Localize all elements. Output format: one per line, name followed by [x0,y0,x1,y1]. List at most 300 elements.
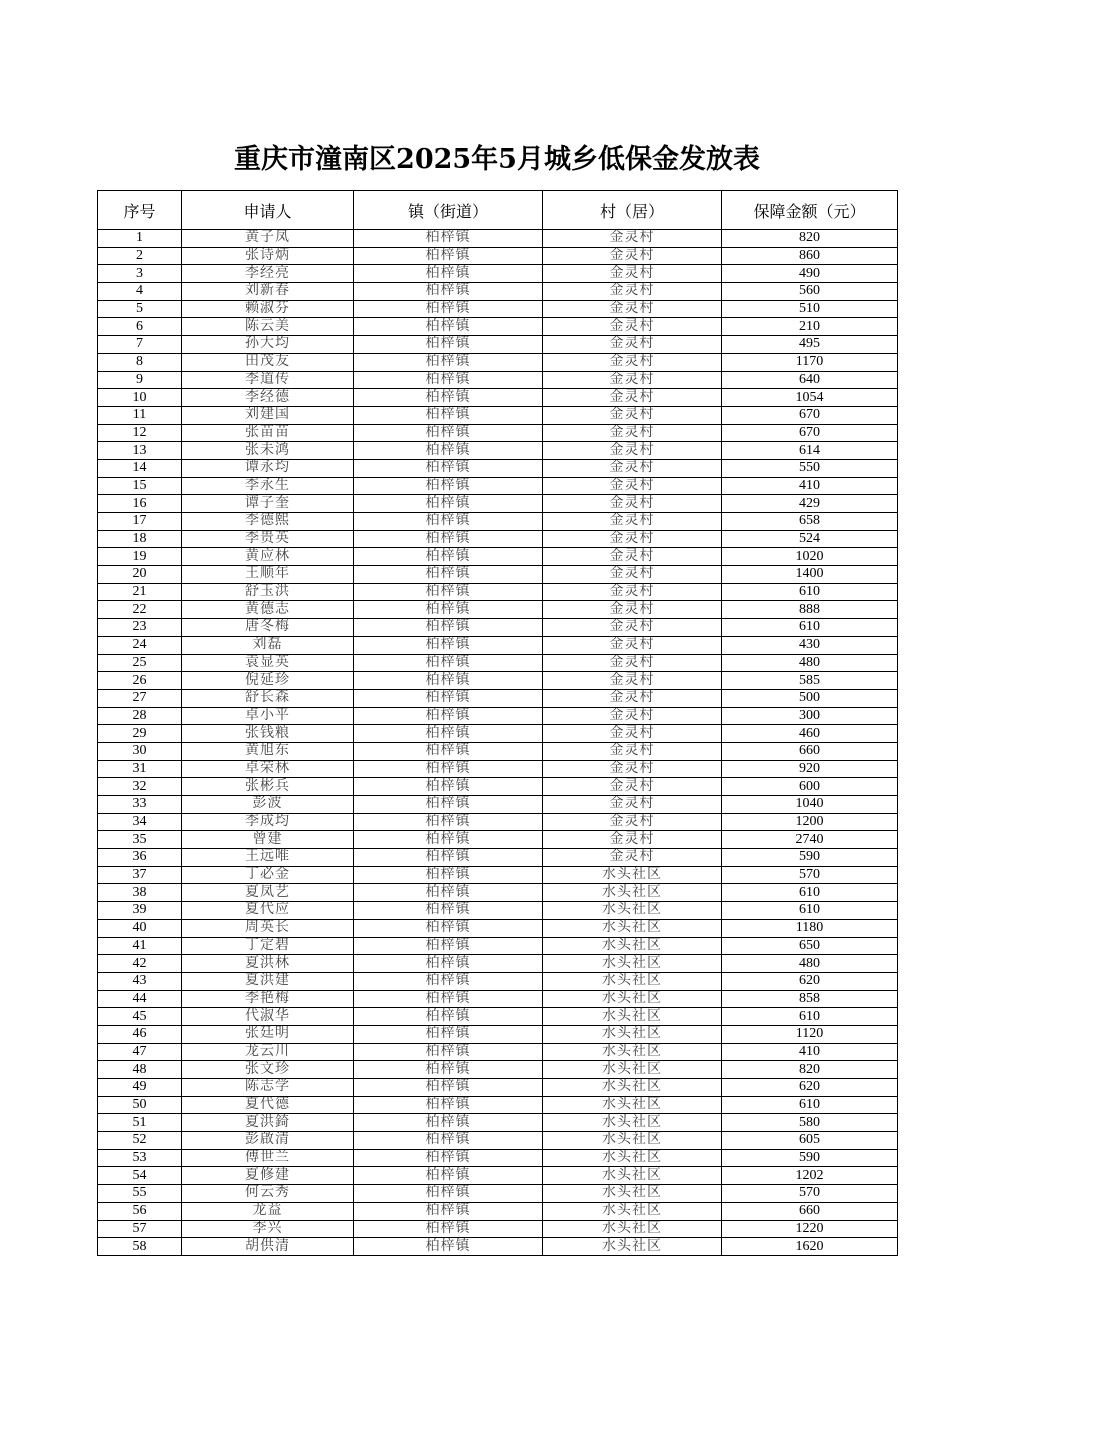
cell-applicant: 李成均 [182,813,354,831]
cell-town: 柏梓镇 [354,1025,543,1043]
table-body [98,230,898,1256]
cell-amount: 920 [722,760,898,778]
cell-applicant: 夏代德 [182,1096,354,1114]
table-row [98,318,898,336]
cell-town: 柏梓镇 [354,919,543,937]
cell-village: 金灵村 [543,849,722,867]
cell-serial-number: 26 [98,672,182,690]
cell-applicant: 曾建 [182,831,354,849]
cell-serial-number: 33 [98,796,182,814]
table-row [98,1061,898,1079]
cell-amount: 300 [722,707,898,725]
cell-applicant: 李兴 [182,1220,354,1238]
cell-town: 柏梓镇 [354,230,543,248]
cell-village: 金灵村 [543,477,722,495]
cell-serial-number: 37 [98,866,182,884]
cell-serial-number: 5 [98,300,182,318]
cell-applicant: 李道传 [182,371,354,389]
cell-town: 柏梓镇 [354,566,543,584]
table-row [98,866,898,884]
cell-town: 柏梓镇 [354,530,543,548]
cell-town: 柏梓镇 [354,601,543,619]
cell-applicant: 夏代应 [182,902,354,920]
cell-applicant: 夏洪建 [182,972,354,990]
header-row [98,191,898,230]
cell-serial-number: 18 [98,530,182,548]
cell-serial-number: 1 [98,230,182,248]
cell-serial-number: 48 [98,1061,182,1079]
table-row [98,831,898,849]
cell-applicant: 李经亮 [182,265,354,283]
table-row [98,406,898,424]
cell-village: 金灵村 [543,742,722,760]
cell-town: 柏梓镇 [354,283,543,301]
cell-village: 金灵村 [543,778,722,796]
cell-village: 金灵村 [543,336,722,354]
cell-town: 柏梓镇 [354,990,543,1008]
cell-applicant: 张文珍 [182,1061,354,1079]
cell-amount: 510 [722,300,898,318]
cell-applicant: 彭波 [182,796,354,814]
cell-town: 柏梓镇 [354,1114,543,1132]
cell-serial-number: 57 [98,1220,182,1238]
cell-town: 柏梓镇 [354,619,543,637]
cell-serial-number: 36 [98,849,182,867]
cell-town: 柏梓镇 [354,1149,543,1167]
cell-village: 金灵村 [543,566,722,584]
cell-town: 柏梓镇 [354,424,543,442]
cell-applicant: 周英长 [182,919,354,937]
cell-village: 水头社区 [543,1061,722,1079]
table-row [98,1220,898,1238]
cell-serial-number: 16 [98,495,182,513]
cell-amount: 610 [722,1008,898,1026]
cell-serial-number: 49 [98,1079,182,1097]
table-row [98,884,898,902]
cell-serial-number: 54 [98,1167,182,1185]
cell-applicant: 倪延珍 [182,672,354,690]
cell-applicant: 龙益 [182,1202,354,1220]
cell-applicant: 夏修建 [182,1167,354,1185]
cell-town: 柏梓镇 [354,406,543,424]
cell-village: 水头社区 [543,884,722,902]
cell-amount: 820 [722,1061,898,1079]
cell-serial-number: 32 [98,778,182,796]
cell-town: 柏梓镇 [354,459,543,477]
cell-village: 水头社区 [543,1114,722,1132]
cell-applicant: 张彬兵 [182,778,354,796]
table-row [98,283,898,301]
table-row [98,230,898,248]
cell-amount: 550 [722,459,898,477]
cell-town: 柏梓镇 [354,1096,543,1114]
cell-applicant: 胡供清 [182,1238,354,1256]
cell-town: 柏梓镇 [354,495,543,513]
table-row [98,601,898,619]
cell-applicant: 张诗炳 [182,247,354,265]
cell-amount: 820 [722,230,898,248]
cell-applicant: 舒玉洪 [182,583,354,601]
cell-town: 柏梓镇 [354,972,543,990]
cell-amount: 1202 [722,1167,898,1185]
cell-serial-number: 15 [98,477,182,495]
cell-applicant: 李德熙 [182,513,354,531]
cell-town: 柏梓镇 [354,548,543,566]
cell-serial-number: 56 [98,1202,182,1220]
cell-serial-number: 8 [98,353,182,371]
table-row [98,619,898,637]
allowance-table [97,190,898,1256]
cell-amount: 1170 [722,353,898,371]
table-row [98,566,898,584]
cell-applicant: 黄旭东 [182,742,354,760]
cell-town: 柏梓镇 [354,742,543,760]
cell-applicant: 赖淑芬 [182,300,354,318]
cell-serial-number: 12 [98,424,182,442]
cell-applicant: 王远唯 [182,849,354,867]
cell-serial-number: 6 [98,318,182,336]
cell-serial-number: 19 [98,548,182,566]
table-row [98,530,898,548]
cell-serial-number: 24 [98,636,182,654]
cell-serial-number: 45 [98,1008,182,1026]
cell-amount: 620 [722,972,898,990]
cell-serial-number: 29 [98,725,182,743]
cell-amount: 585 [722,672,898,690]
cell-applicant: 李艳梅 [182,990,354,1008]
table-row [98,672,898,690]
cell-applicant: 夏洪林 [182,955,354,973]
table-row [98,990,898,1008]
cell-applicant: 李永生 [182,477,354,495]
cell-applicant: 傅世兰 [182,1149,354,1167]
cell-serial-number: 34 [98,813,182,831]
cell-village: 金灵村 [543,530,722,548]
cell-applicant: 田茂友 [182,353,354,371]
table-row [98,654,898,672]
cell-town: 柏梓镇 [354,371,543,389]
table-row [98,796,898,814]
cell-town: 柏梓镇 [354,389,543,407]
table-row [98,1132,898,1150]
cell-applicant: 卓小平 [182,707,354,725]
cell-serial-number: 40 [98,919,182,937]
cell-serial-number: 14 [98,459,182,477]
cell-amount: 570 [722,1185,898,1203]
cell-village: 金灵村 [543,371,722,389]
table-row [98,1167,898,1185]
cell-town: 柏梓镇 [354,300,543,318]
table-row [98,1149,898,1167]
cell-town: 柏梓镇 [354,636,543,654]
cell-town: 柏梓镇 [354,318,543,336]
cell-town: 柏梓镇 [354,796,543,814]
cell-amount: 610 [722,1096,898,1114]
cell-amount: 660 [722,742,898,760]
cell-town: 柏梓镇 [354,1132,543,1150]
table-row [98,919,898,937]
header-serial-number: 序号 [98,191,182,230]
cell-town: 柏梓镇 [354,831,543,849]
table-row [98,725,898,743]
cell-applicant: 张钱粮 [182,725,354,743]
table-row [98,1025,898,1043]
table-row [98,424,898,442]
table-row [98,1008,898,1026]
cell-village: 金灵村 [543,495,722,513]
header-applicant: 申请人 [182,191,354,230]
cell-amount: 429 [722,495,898,513]
cell-serial-number: 53 [98,1149,182,1167]
cell-applicant: 张廷明 [182,1025,354,1043]
cell-village: 金灵村 [543,689,722,707]
cell-applicant: 李经德 [182,389,354,407]
cell-applicant: 袁显英 [182,654,354,672]
cell-town: 柏梓镇 [354,1202,543,1220]
cell-applicant: 丁定碧 [182,937,354,955]
table-row [98,513,898,531]
header-village: 村（居） [543,191,722,230]
cell-town: 柏梓镇 [354,265,543,283]
cell-village: 金灵村 [543,230,722,248]
cell-village: 水头社区 [543,1149,722,1167]
table-row [98,1238,898,1256]
cell-town: 柏梓镇 [354,1008,543,1026]
table-row [98,477,898,495]
cell-town: 柏梓镇 [354,513,543,531]
cell-amount: 1020 [722,548,898,566]
cell-amount: 605 [722,1132,898,1150]
cell-amount: 858 [722,990,898,1008]
cell-village: 水头社区 [543,902,722,920]
cell-village: 金灵村 [543,813,722,831]
cell-amount: 650 [722,937,898,955]
cell-town: 柏梓镇 [354,955,543,973]
cell-applicant: 黄德志 [182,601,354,619]
table-row [98,371,898,389]
cell-serial-number: 38 [98,884,182,902]
cell-applicant: 张未鸿 [182,442,354,460]
cell-village: 金灵村 [543,601,722,619]
table-row [98,636,898,654]
table-row [98,689,898,707]
cell-town: 柏梓镇 [354,1061,543,1079]
cell-serial-number: 22 [98,601,182,619]
table-row [98,902,898,920]
cell-town: 柏梓镇 [354,760,543,778]
cell-serial-number: 58 [98,1238,182,1256]
table-row [98,247,898,265]
cell-town: 柏梓镇 [354,707,543,725]
table-container [97,190,897,1256]
cell-village: 金灵村 [543,583,722,601]
cell-village: 水头社区 [543,1202,722,1220]
cell-amount: 480 [722,955,898,973]
cell-town: 柏梓镇 [354,884,543,902]
cell-amount: 610 [722,902,898,920]
cell-amount: 640 [722,371,898,389]
cell-town: 柏梓镇 [354,1220,543,1238]
table-row [98,849,898,867]
cell-amount: 610 [722,884,898,902]
cell-village: 水头社区 [543,955,722,973]
cell-village: 金灵村 [543,831,722,849]
table-row [98,300,898,318]
table-row [98,583,898,601]
cell-village: 金灵村 [543,389,722,407]
cell-village: 水头社区 [543,937,722,955]
cell-serial-number: 30 [98,742,182,760]
cell-serial-number: 13 [98,442,182,460]
cell-amount: 660 [722,1202,898,1220]
table-row [98,548,898,566]
cell-town: 柏梓镇 [354,902,543,920]
table-row [98,1202,898,1220]
cell-town: 柏梓镇 [354,849,543,867]
cell-village: 金灵村 [543,654,722,672]
cell-amount: 580 [722,1114,898,1132]
cell-applicant: 卓荣林 [182,760,354,778]
cell-village: 金灵村 [543,247,722,265]
table-row [98,442,898,460]
cell-village: 水头社区 [543,1132,722,1150]
cell-village: 金灵村 [543,760,722,778]
table-row [98,1114,898,1132]
cell-serial-number: 42 [98,955,182,973]
cell-amount: 670 [722,406,898,424]
cell-town: 柏梓镇 [354,1043,543,1061]
cell-amount: 1400 [722,566,898,584]
cell-applicant: 谭子奎 [182,495,354,513]
cell-serial-number: 2 [98,247,182,265]
table-row [98,707,898,725]
cell-village: 水头社区 [543,1025,722,1043]
cell-village: 金灵村 [543,672,722,690]
cell-amount: 570 [722,866,898,884]
cell-village: 金灵村 [543,442,722,460]
cell-town: 柏梓镇 [354,442,543,460]
cell-town: 柏梓镇 [354,583,543,601]
cell-serial-number: 7 [98,336,182,354]
cell-serial-number: 55 [98,1185,182,1203]
cell-amount: 620 [722,1079,898,1097]
cell-village: 水头社区 [543,972,722,990]
cell-town: 柏梓镇 [354,1167,543,1185]
cell-serial-number: 25 [98,654,182,672]
cell-serial-number: 44 [98,990,182,1008]
cell-village: 金灵村 [543,796,722,814]
cell-applicant: 李贵英 [182,530,354,548]
cell-applicant: 黄子凤 [182,230,354,248]
cell-town: 柏梓镇 [354,813,543,831]
cell-village: 金灵村 [543,707,722,725]
cell-amount: 610 [722,583,898,601]
cell-applicant: 夏凤艺 [182,884,354,902]
cell-applicant: 刘磊 [182,636,354,654]
cell-amount: 524 [722,530,898,548]
cell-applicant: 代淑华 [182,1008,354,1026]
cell-town: 柏梓镇 [354,353,543,371]
cell-applicant: 刘建国 [182,406,354,424]
cell-town: 柏梓镇 [354,937,543,955]
table-row [98,1185,898,1203]
cell-village: 水头社区 [543,1079,722,1097]
document-title: 重庆市潼南区2025年5月城乡低保金发放表 [234,144,760,175]
cell-village: 水头社区 [543,1238,722,1256]
table-row [98,1043,898,1061]
table-row [98,955,898,973]
cell-village: 金灵村 [543,265,722,283]
cell-amount: 1220 [722,1220,898,1238]
table-row [98,813,898,831]
cell-village: 金灵村 [543,424,722,442]
cell-amount: 1180 [722,919,898,937]
cell-applicant: 夏洪錡 [182,1114,354,1132]
cell-village: 水头社区 [543,1167,722,1185]
cell-town: 柏梓镇 [354,1185,543,1203]
cell-amount: 590 [722,1149,898,1167]
cell-applicant: 张苗苗 [182,424,354,442]
cell-serial-number: 20 [98,566,182,584]
cell-serial-number: 3 [98,265,182,283]
cell-serial-number: 4 [98,283,182,301]
cell-village: 金灵村 [543,548,722,566]
cell-town: 柏梓镇 [354,1079,543,1097]
cell-village: 水头社区 [543,1096,722,1114]
cell-amount: 610 [722,619,898,637]
table-row [98,495,898,513]
cell-amount: 210 [722,318,898,336]
cell-applicant: 王顺年 [182,566,354,584]
cell-serial-number: 41 [98,937,182,955]
cell-amount: 888 [722,601,898,619]
cell-village: 水头社区 [543,866,722,884]
cell-amount: 600 [722,778,898,796]
cell-serial-number: 28 [98,707,182,725]
table-row [98,1079,898,1097]
cell-applicant: 陈云美 [182,318,354,336]
cell-amount: 614 [722,442,898,460]
header-amount: 保障金额（元） [722,191,898,230]
cell-applicant: 彭啟清 [182,1132,354,1150]
cell-serial-number: 51 [98,1114,182,1132]
cell-amount: 430 [722,636,898,654]
cell-village: 金灵村 [543,318,722,336]
cell-amount: 495 [722,336,898,354]
table-row [98,389,898,407]
cell-amount: 410 [722,477,898,495]
cell-serial-number: 52 [98,1132,182,1150]
header-town: 镇（街道） [354,191,543,230]
cell-village: 水头社区 [543,1008,722,1026]
cell-serial-number: 47 [98,1043,182,1061]
cell-applicant: 丁必金 [182,866,354,884]
cell-applicant: 谭永均 [182,459,354,477]
table-row [98,972,898,990]
cell-town: 柏梓镇 [354,1238,543,1256]
cell-amount: 480 [722,654,898,672]
cell-applicant: 孙大均 [182,336,354,354]
cell-village: 金灵村 [543,513,722,531]
cell-applicant: 何云秀 [182,1185,354,1203]
cell-applicant: 舒长森 [182,689,354,707]
cell-amount: 500 [722,689,898,707]
table-row [98,1096,898,1114]
cell-town: 柏梓镇 [354,778,543,796]
cell-village: 金灵村 [543,300,722,318]
cell-applicant: 陈志学 [182,1079,354,1097]
cell-applicant: 黄应林 [182,548,354,566]
